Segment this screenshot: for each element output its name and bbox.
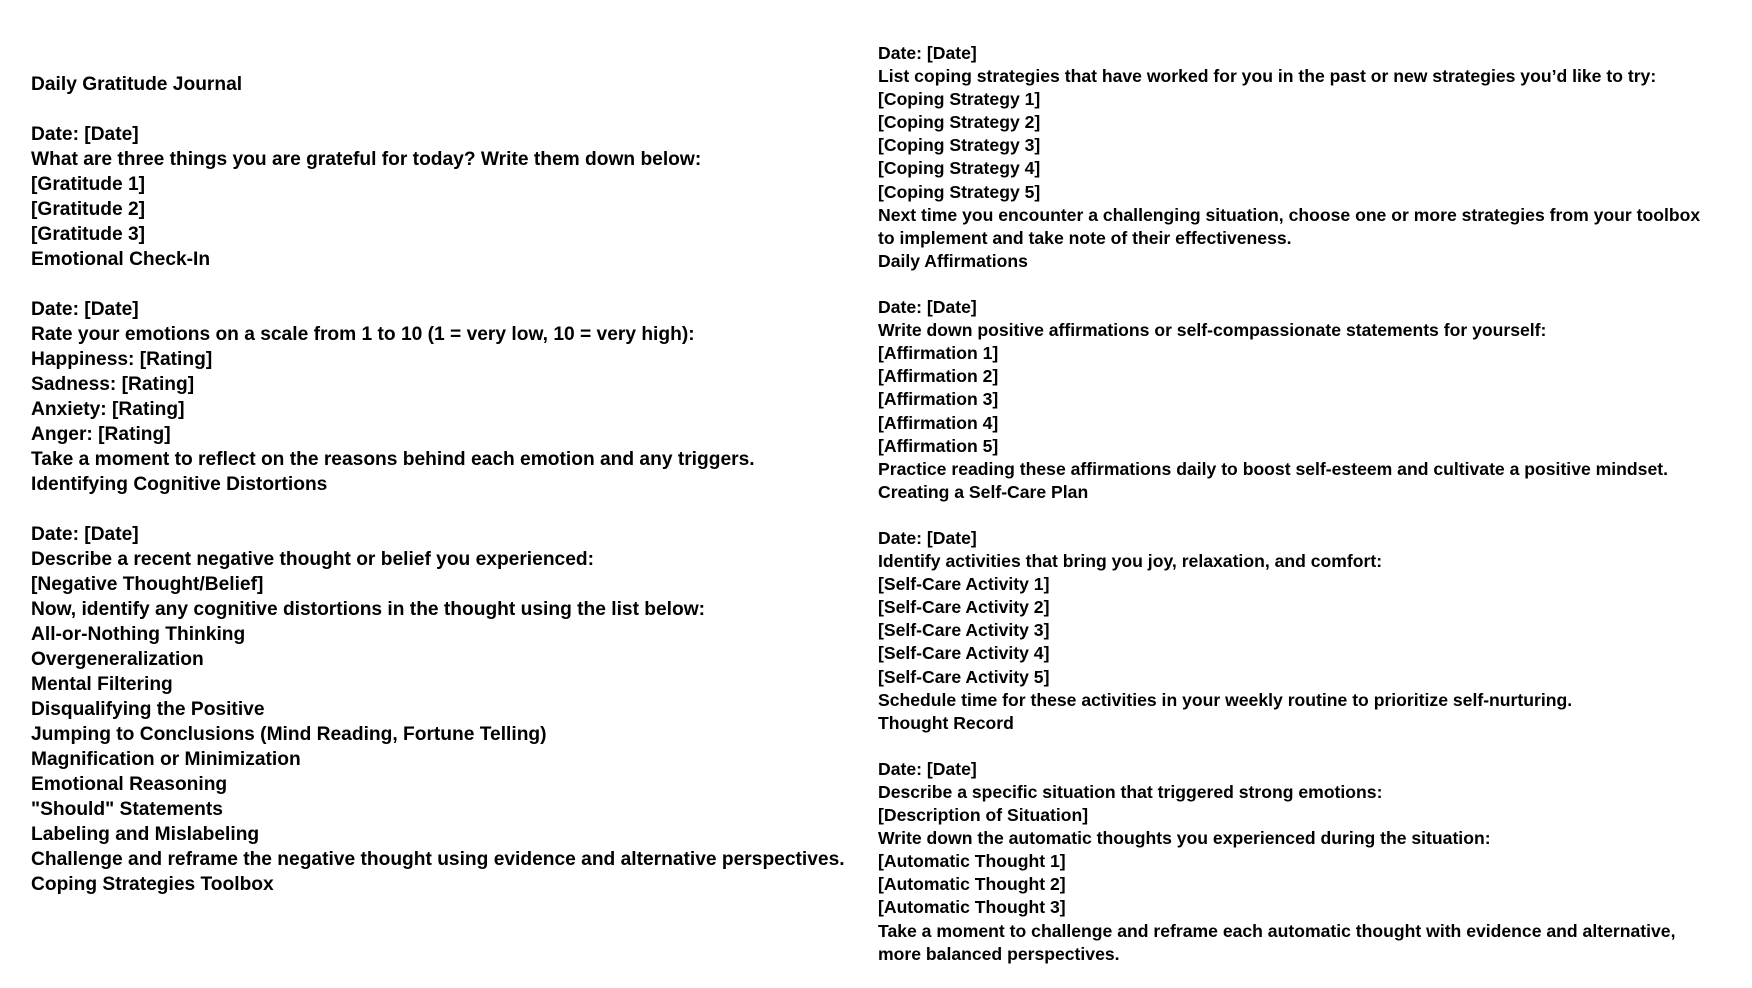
prompt-line: Write down the automatic thoughts you experienced during the situation:	[878, 828, 1491, 849]
date-line: Date: [Date]	[878, 297, 977, 318]
placeholder-item: [Description of Situation]	[878, 805, 1089, 826]
self-care-item: [Self-Care Activity 2]	[878, 597, 1050, 618]
section-heading: Identifying Cognitive Distortions	[31, 474, 328, 495]
self-care-item: [Self-Care Activity 3]	[878, 620, 1050, 641]
gratitude-item: [Gratitude 2]	[31, 199, 146, 220]
date-line: Date: [Date]	[31, 524, 139, 545]
rating-item: Sadness: [Rating]	[31, 374, 195, 395]
instruction-line: Next time you encounter a challenging situation, choose one or more strategies from your toolbox to implement and take note of their effectiveness.	[878, 204, 1701, 248]
journal-title-section	[31, 72, 831, 97]
journal-title: Daily Gratitude Journal	[31, 74, 243, 95]
rating-item: Anger: [Rating]	[31, 424, 171, 445]
instruction-line: Challenge and reframe the negative thought using evidence and alternative perspectives.	[31, 849, 845, 870]
automatic-thought-item: [Automatic Thought 3]	[878, 897, 1066, 918]
prompt-line: List coping strategies that have worked for you in the past or new strategies you’d like to try:	[878, 66, 1657, 87]
affirmation-item: [Affirmation 4]	[878, 412, 999, 433]
gratitude-item: [Gratitude 3]	[31, 224, 146, 245]
date-line: Date: [Date]	[878, 758, 977, 779]
distortion-item: Mental Filtering	[31, 674, 173, 695]
instruction-line: Take a moment to reflect on the reasons behind each emotion and any triggers.	[31, 449, 755, 470]
section-heading: Daily Affirmations	[878, 250, 1028, 271]
prompt-line: Describe a specific situation that triggered strong emotions:	[878, 782, 1383, 802]
coping-strategy-item: [Coping Strategy 2]	[878, 112, 1041, 133]
rating-item: Happiness: [Rating]	[31, 349, 213, 370]
prompt-line: Now, identify any cognitive distortions in the thought using the list below:	[31, 599, 706, 620]
section-gap	[31, 97, 831, 122]
prompt-line: Describe a recent negative thought or belief you experienced:	[31, 549, 594, 570]
placeholder-item: [Negative Thought/Belief]	[31, 574, 264, 595]
distortion-item: All-or-Nothing Thinking	[31, 624, 246, 645]
section-gap	[31, 272, 831, 297]
section-heading: Emotional Check-In	[31, 249, 211, 270]
coping-strategies-section	[878, 42, 1708, 273]
self-care-item: [Self-Care Activity 1]	[878, 574, 1050, 595]
date-line: Date: [Date]	[31, 124, 139, 145]
section-gap	[878, 735, 1708, 758]
distortion-item: "Should" Statements	[31, 799, 223, 820]
section-gap	[878, 504, 1708, 527]
date-line: Date: [Date]	[31, 299, 139, 320]
affirmation-item: [Affirmation 2]	[878, 366, 999, 387]
affirmation-item: [Affirmation 3]	[878, 389, 999, 410]
instruction-line: Take a moment to challenge and reframe each automatic thought with evidence and alternative, more balanced perspectives.	[878, 920, 1676, 964]
cognitive-distortions-section	[31, 522, 845, 897]
left-column	[31, 0, 845, 897]
section-heading: Thought Record	[878, 712, 1014, 733]
distortion-item: Emotional Reasoning	[31, 774, 228, 795]
right-column	[878, 0, 1708, 966]
rating-item: Anxiety: [Rating]	[31, 399, 185, 420]
prompt-line: Identify activities that bring you joy, relaxation, and comfort:	[878, 551, 1383, 572]
automatic-thought-item: [Automatic Thought 1]	[878, 851, 1066, 872]
gratitude-item: [Gratitude 1]	[31, 174, 146, 195]
section-heading: Coping Strategies Toolbox	[31, 874, 274, 895]
coping-strategy-item: [Coping Strategy 1]	[878, 89, 1041, 110]
distortion-item: Overgeneralization	[31, 649, 204, 670]
distortion-item: Jumping to Conclusions (Mind Reading, Fortune Telling)	[31, 724, 547, 745]
prompt-line: Rate your emotions on a scale from 1 to 10 (1 = very low, 10 = very high):	[31, 324, 695, 345]
coping-strategy-item: [Coping Strategy 4]	[878, 158, 1041, 179]
prompt-line: What are three things you are grateful for today? Write them down below:	[31, 149, 702, 170]
affirmation-item: [Affirmation 1]	[878, 343, 999, 364]
section-gap	[31, 497, 831, 522]
affirmation-item: [Affirmation 5]	[878, 435, 999, 456]
date-line: Date: [Date]	[878, 527, 977, 548]
distortion-item: Labeling and Mislabeling	[31, 824, 260, 845]
coping-strategy-item: [Coping Strategy 5]	[878, 181, 1041, 202]
section-heading: Creating a Self-Care Plan	[878, 481, 1089, 502]
thought-record-section	[878, 758, 1708, 966]
coping-strategy-item: [Coping Strategy 3]	[878, 135, 1041, 156]
gratitude-section	[31, 122, 831, 272]
prompt-line: Write down positive affirmations or self-compassionate statements for yourself:	[878, 320, 1547, 341]
self-care-section	[878, 527, 1708, 735]
affirmations-section	[878, 296, 1708, 504]
self-care-item: [Self-Care Activity 4]	[878, 643, 1050, 664]
emotional-checkin-section	[31, 297, 831, 497]
distortion-item: Magnification or Minimization	[31, 749, 301, 770]
automatic-thought-item: [Automatic Thought 2]	[878, 874, 1066, 895]
instruction-line: Practice reading these affirmations daily to boost self-esteem and cultivate a positive mindset.	[878, 458, 1668, 479]
distortion-item: Disqualifying the Positive	[31, 699, 265, 720]
section-gap	[878, 273, 1708, 296]
instruction-line: Schedule time for these activities in your weekly routine to prioritize self-nurturing.	[878, 689, 1573, 710]
self-care-item: [Self-Care Activity 5]	[878, 666, 1050, 687]
date-line: Date: [Date]	[878, 43, 977, 63]
